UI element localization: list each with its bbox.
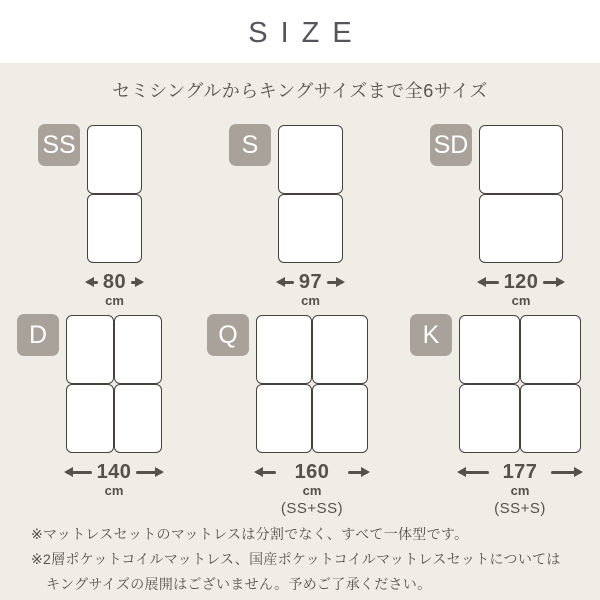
size-badge-s: S	[229, 124, 271, 166]
mattress-section	[479, 194, 563, 263]
mattress-section	[66, 315, 114, 384]
mattress-section	[87, 125, 142, 194]
size-badge-d: D	[17, 314, 59, 356]
footnote-line: ※マットレスセットのマットレスは分割でなく、すべて一体型です。	[31, 526, 469, 542]
footnote-line: キングサイズの展開はございません。予めご了承ください。	[46, 576, 432, 592]
mattress-section	[459, 384, 520, 453]
footnote-line: ※2層ポケットコイルマットレス、国産ポケットコイルマットレスセットについては	[31, 551, 561, 567]
dimension-arrow-d	[66, 462, 162, 497]
dimension-arrow-s	[278, 272, 343, 307]
dimension-label	[299, 272, 322, 307]
width-unit: cm	[511, 293, 531, 308]
size-badge-ss: SS	[38, 124, 80, 166]
dimension-arrow-sd	[479, 272, 563, 307]
mattress-section	[66, 384, 114, 453]
mattress-diagram-d	[66, 315, 162, 453]
mattress-section	[87, 194, 142, 263]
dimension-label	[281, 462, 343, 516]
mattress-section	[256, 315, 312, 384]
mattress-section	[520, 384, 581, 453]
mattress-section	[114, 384, 162, 453]
size-badge-q: Q	[207, 314, 249, 356]
dimension-label	[504, 272, 539, 307]
mattress-diagram-sd	[479, 125, 563, 263]
arrow-left-icon	[87, 281, 98, 284]
mattress-section	[256, 384, 312, 453]
mattress-section	[278, 125, 343, 194]
mattress-section	[459, 315, 520, 384]
width-note: (SS+SS)	[280, 500, 344, 517]
arrow-left-icon	[459, 471, 489, 474]
mattress-diagram-s	[278, 125, 343, 263]
width-unit: cm	[510, 483, 530, 498]
size-figure-k	[422, 315, 581, 517]
size-figure-q	[218, 315, 368, 517]
dimension-arrow-q	[256, 462, 368, 516]
dimension-label	[97, 462, 132, 497]
arrow-right-icon	[136, 471, 162, 474]
mattress-section	[520, 315, 581, 384]
mattress-diagram-ss	[87, 125, 142, 263]
dimension-label	[103, 272, 126, 307]
width-unit: cm	[302, 483, 322, 498]
width-unit: cm	[301, 293, 320, 308]
size-figure-s	[241, 125, 343, 308]
arrow-right-icon	[131, 281, 142, 284]
size-badge-k: K	[410, 314, 452, 356]
arrow-left-icon	[66, 471, 92, 474]
width-value: 120	[503, 271, 539, 293]
arrow-right-icon	[551, 471, 581, 474]
size-figure-d	[28, 315, 162, 498]
mattress-section	[312, 315, 368, 384]
dimension-arrow-k	[459, 462, 581, 516]
footnotes	[31, 522, 591, 597]
size-figure-sd	[433, 125, 563, 308]
width-value: 160	[294, 461, 330, 483]
subtitle: セミシングルからキングサイズまで全6サイズ	[112, 81, 488, 101]
size-badge-sd: SD	[430, 124, 472, 166]
mattress-section	[114, 315, 162, 384]
dimension-label	[494, 462, 546, 516]
width-unit: cm	[104, 483, 124, 498]
arrow-left-icon	[278, 281, 294, 284]
mattress-diagram-q	[256, 315, 368, 453]
width-value: 177	[502, 461, 538, 483]
mattress-section	[312, 384, 368, 453]
mattress-diagram-k	[459, 315, 581, 453]
mattress-section	[278, 194, 343, 263]
dimension-arrow-ss	[87, 272, 142, 307]
page-title: SIZE	[248, 17, 365, 49]
arrow-right-icon	[327, 281, 343, 284]
width-value: 80	[102, 271, 127, 293]
size-figure-ss	[42, 125, 142, 308]
arrow-right-icon	[348, 471, 368, 474]
arrow-left-icon	[479, 281, 499, 284]
width-value: 140	[96, 461, 132, 483]
width-note: (SS+S)	[494, 500, 546, 517]
width-unit: cm	[105, 293, 124, 308]
width-value: 97	[298, 271, 323, 293]
mattress-section	[479, 125, 563, 194]
arrow-left-icon	[256, 471, 276, 474]
arrow-right-icon	[543, 281, 563, 284]
